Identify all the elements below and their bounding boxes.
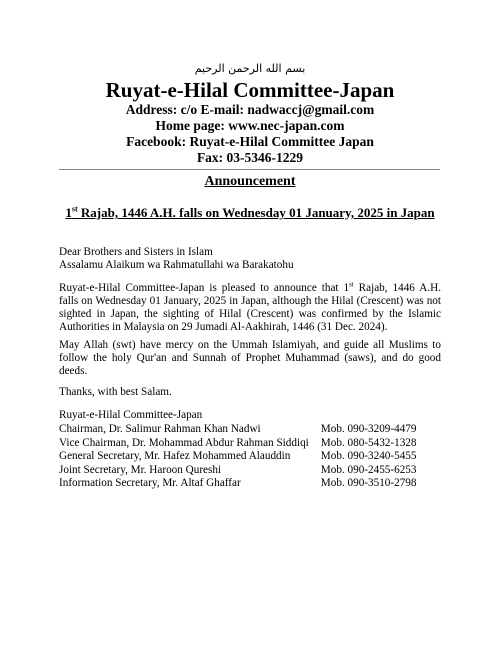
para1-part-b: Rajab, 1446 A.H. falls on Wednesday 01 January, 2025 in Japan, although the Hilal (Crescent) was not sighted in Japan, the sighting of Hilal (Crescent) was confirmed by the Islamic Authorities in Malaysia on 29 Jumadi Al-Aakhirah, 1446 (31 Dec. 2024). bbox=[59, 282, 441, 333]
signatory-org: Ruyat-e-Hilal Committee-Japan bbox=[59, 409, 203, 421]
address-line: Address: c/o E-mail: nadwaccj@gmail.com bbox=[125, 102, 375, 117]
table-row bbox=[59, 437, 417, 451]
prayer-paragraph: May Allah (swt) have mercy on the Ummah Islamiyah, and guide all Muslims to follow the holy Qur'an and Sunnah of Prophet Muhammad (saws), and do good deeds. bbox=[59, 339, 441, 377]
signatory-title: General Secretary, Mr. Hafez Mohammed Alauddin bbox=[59, 450, 291, 462]
table-row bbox=[59, 464, 417, 478]
sub-day: 1 bbox=[65, 205, 72, 220]
signatory-mobile: Mob. 090-2455-6253 bbox=[320, 463, 417, 476]
greeting-line-1: Dear Brothers and Sisters in Islam bbox=[59, 246, 213, 258]
para1-ordinal: st bbox=[349, 280, 354, 289]
greeting-line-2: Assalamu Alaikum wa Rahmatullahi wa Barakatohu bbox=[59, 259, 294, 271]
table-row bbox=[59, 477, 417, 491]
homepage-line: Home page: www.nec-japan.com bbox=[155, 118, 345, 133]
signatory-title: Information Secretary, Mr. Altaf Ghaffar bbox=[59, 477, 241, 489]
signatory-mobile: Mob. 080-5432-1328 bbox=[320, 436, 417, 449]
header-divider bbox=[59, 169, 440, 170]
signatory-mobile: Mob. 090-3510-2798 bbox=[320, 477, 417, 489]
bismillah-text: بسم الله الرحمن الرحيم bbox=[194, 62, 306, 75]
signatory-mobile: Mob. 090-3209-4479 bbox=[320, 423, 417, 435]
org-title: Ruyat-e-Hilal Committee-Japan bbox=[105, 78, 395, 102]
signatory-title: Vice Chairman, Dr. Mohammad Abdur Rahman Siddiqi bbox=[59, 436, 309, 449]
announcement-subheading bbox=[0, 205, 500, 221]
signatories-table bbox=[59, 423, 417, 491]
fax-line: Fax: 03-5346-1229 bbox=[196, 150, 304, 165]
para1-part-a: Ruyat-e-Hilal Committee-Japan is pleased to announce that 1 bbox=[59, 282, 350, 294]
closing-line: Thanks, with best Salam. bbox=[59, 386, 172, 398]
signatory-mobile: Mob. 090-3240-5455 bbox=[320, 450, 417, 462]
signatory-title: Chairman, Dr. Salimur Rahman Khan Nadwi bbox=[59, 423, 261, 435]
facebook-line: Facebook: Ruyat-e-Hilal Committee Japan bbox=[126, 134, 374, 149]
table-row bbox=[59, 450, 417, 464]
sub-rest: Rajab, 1446 A.H. falls on Wednesday 01 January, 2025 in Japan bbox=[77, 205, 435, 220]
announcement-paragraph bbox=[59, 282, 441, 334]
signatory-title: Joint Secretary, Mr. Haroon Qureshi bbox=[59, 463, 222, 476]
announcement-heading: Announcement bbox=[204, 174, 296, 189]
sub-ordinal: st bbox=[71, 204, 78, 214]
table-row bbox=[59, 423, 417, 437]
